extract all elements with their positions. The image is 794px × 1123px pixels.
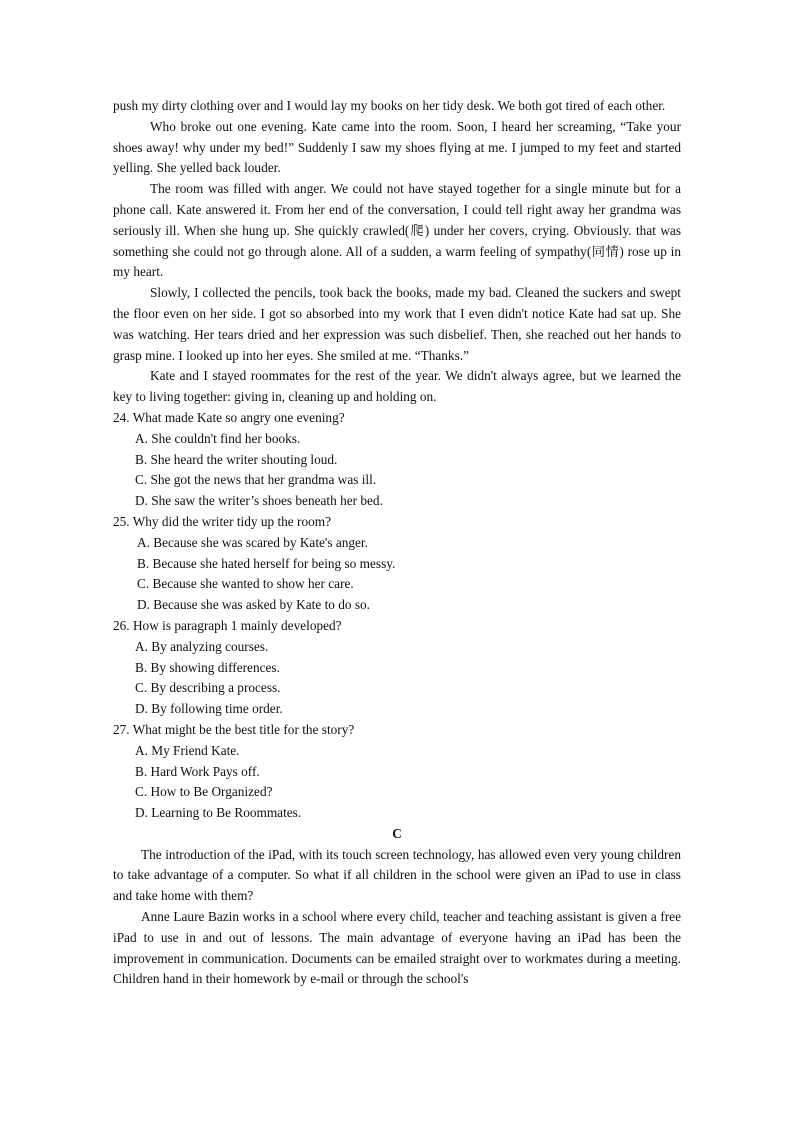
question-26 <box>113 616 681 720</box>
answer-option: B. Hard Work Pays off. <box>135 763 260 779</box>
answer-option: C. How to Be Organized? <box>135 784 273 800</box>
question-25 <box>113 512 681 616</box>
question-stem: 25. Why did the writer tidy up the room? <box>113 513 332 529</box>
answer-option: A. She couldn't find her books. <box>135 430 301 446</box>
answer-option: A. Because she was scared by Kate's anger. <box>137 534 368 550</box>
answer-option: C. She got the news that her grandma was ill. <box>135 472 377 488</box>
passage-b-paragraph-1-continued: push my dirty clothing over and I would lay my books on her tidy desk. We both got tired of each other. <box>113 98 666 113</box>
question-stem: 26. How is paragraph 1 mainly developed? <box>113 617 342 633</box>
reading-text <box>113 96 681 990</box>
answer-option: B. She heard the writer shouting loud. <box>135 451 338 467</box>
question-stem: 27. What might be the best title for the story? <box>113 721 355 737</box>
passage-b-paragraph-5: Kate and I stayed roommates for the rest of the year. We didn't always agree, but we learned the key to living together: giving in, cleaning up and holding on. <box>113 368 681 405</box>
passage-c-paragraph-2: Anne Laure Bazin works in a school where every child, teacher and teaching assistant is given a free iPad to use in and out of lessons. The main advantage of everyone having an iPad has been the improvement in communication. Documents can be emailed straight over to workmates during a meeting. Children hand in their homework by e-mail or through the school's <box>113 909 681 987</box>
passage-b-paragraph-3: The room was filled with anger. We could not have stayed together for a single minute but for a phone call. Kate answered it. From her end of the conversation, I could tell right away her grandma was seriously ill. When she hung up. She quickly crawled(爬) under her covers, crying. Obviously. that was something she could not go through alone. All of a sudden, a warm feeling of sympathy(同情) rose up in my heart. <box>113 181 681 280</box>
answer-option: A. My Friend Kate. <box>135 742 240 758</box>
question-stem: 24. What made Kate so angry one evening? <box>113 409 345 425</box>
answer-option: A. By analyzing courses. <box>135 638 269 654</box>
question-24 <box>113 408 681 512</box>
answer-option: B. By showing differences. <box>135 659 280 675</box>
answer-option: D. By following time order. <box>135 701 283 717</box>
answer-option: B. Because she hated herself for being so messy. <box>137 555 396 571</box>
passage-b-paragraph-2: Who broke out one evening. Kate came into the room. Soon, I heard her screaming, “Take your shoes away! why under my bed!” Suddenly I saw my shoes flying at me. I jumped to my feet and started yelling. She yelled back louder. <box>113 118 681 176</box>
section-heading-c: C <box>392 825 402 841</box>
answer-option: D. Learning to Be Roommates. <box>135 805 302 821</box>
passage-b-paragraph-4: Slowly, I collected the pencils, took back the books, made my bad. Cleaned the suckers and swept the floor even on her side. I got so absorbed into my work that I even didn't notice Kate had sat up. She was watching. Her tears dried and her expression was such disbelief. Then, she reached out her hands to grasp mine. I looked up into her eyes. She smiled at me. “Thanks.” <box>113 285 681 363</box>
answer-option: C. Because she wanted to show her care. <box>137 576 354 592</box>
passage-c-paragraph-1: The introduction of the iPad, with its touch screen technology, has allowed even very young children to take advantage of a computer. So what if all children in the school were given an iPad to use in class and take home with them? <box>113 846 681 904</box>
answer-option: C. By describing a process. <box>135 680 281 696</box>
answer-option: D. Because she was asked by Kate to do so. <box>137 597 371 613</box>
answer-option: D. She saw the writer’s shoes beneath her bed. <box>135 493 383 509</box>
question-27 <box>113 720 681 824</box>
